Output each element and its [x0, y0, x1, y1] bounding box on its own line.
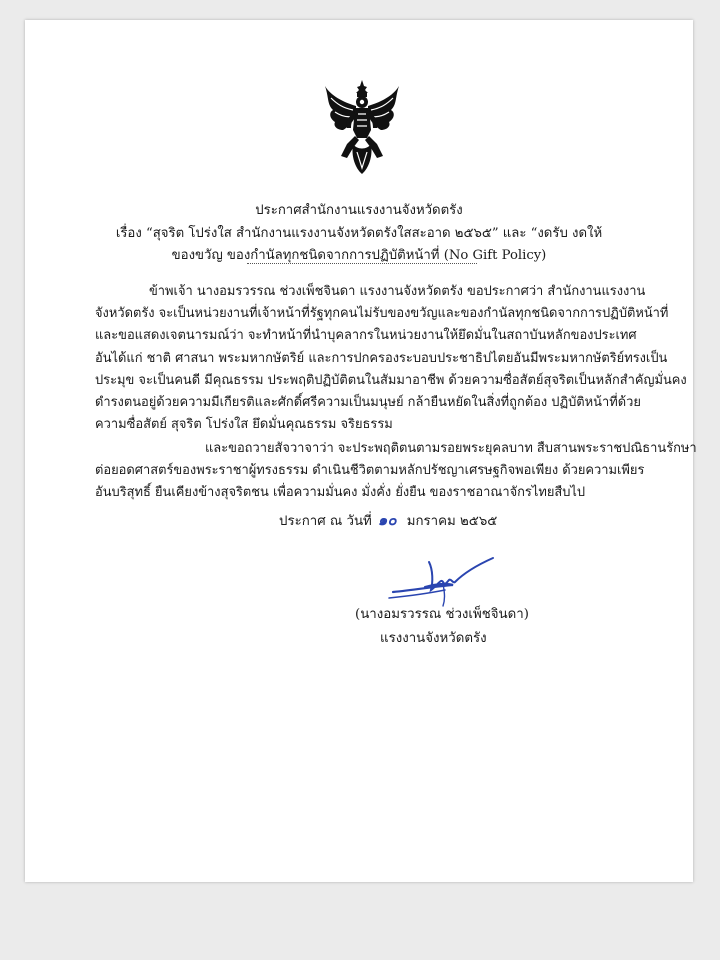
paragraph-line: อันได้แก่ ชาติ ศาสนา พระมหากษัตริย์ และการปกครองระบอบประชาธิปไตยอันมีพระมหากษัตริย์ทรงเป็น	[95, 350, 668, 366]
paragraph-line: ความซื่อสัตย์ สุจริต โปร่งใส ยึดมั่นคุณธรรม จริยธรรม	[95, 417, 393, 433]
announcement-date	[279, 508, 497, 532]
paragraph-line: อันบริสุทธิ์ ยืนเคียงข้างสุจริตชน เพื่อความมั่นคง มั่งคั่ง ยั่งยืน ของราชอาณาจักรไทยสืบไป	[95, 485, 586, 501]
garuda-emblem	[323, 78, 401, 176]
signatory-name: (นางอมรวรรณ ช่วงเพ็ชจินดา)	[355, 607, 529, 622]
paragraph-line: ต่อยอดศาสตร์ของพระราชาผู้ทรงธรรม ดำเนินชีวิตตามหลักปรัชญาเศรษฐกิจพอเพียง ด้วยความเพียร	[95, 463, 645, 479]
dotted-divider	[247, 263, 477, 264]
paragraph-line: ข้าพเจ้า นางอมรวรรณ ช่วงเพ็ชจินดา แรงงานจังหวัดตรัง ขอประกาศว่า สำนักงานแรงงาน	[149, 284, 646, 299]
paragraph-line: และขอแสดงเจตนารมณ์ว่า จะทำหน้าที่นำบุคลากรในหน่วยงานให้ยึดมั่นในสถาบันหลักของประเทศ	[95, 328, 637, 344]
date-prefix: ประกาศ ณ วันที่	[279, 514, 372, 529]
paragraph-2	[25, 438, 697, 505]
paragraph-line: จังหวัดตรัง จะเป็นหน่วยงานที่เจ้าหน้าที่รัฐทุกคนไม่รับของขวัญและของกำนัลทุกชนิดจากการปฏิบัติหน้าที่	[95, 306, 669, 322]
paragraph-line: ดำรงตนอยู่ด้วยความมีเกียรติและศักดิ์ศรีความเป็นมนุษย์ กล้ายืนหยัดในสิ่งที่ถูกต้อง ปฏิบัติหน้าที่ด้วย	[95, 395, 641, 411]
subject-line-2: ของขวัญ ของกำนัลทุกชนิดจากการปฏิบัติหน้าที่ (No Gift Policy)	[171, 248, 547, 263]
paragraph-line: และขอถวายสัจวาจาว่า จะประพฤติตนตามรอยพระยุคลบาท สืบสานพระราชปณิธานรักษา	[205, 441, 697, 456]
paragraph-line: ประมุข จะเป็นคนดี มีคุณธรรม ประพฤติปฏิบัติตนในสัมมาอาชีพ ด้วยความซื่อสัตย์สุจริตเป็นหลักสำคัญมั่นคง	[95, 372, 687, 388]
handwritten-signature	[385, 552, 510, 607]
subject-line-1: เรื่อง “สุจริต โปร่งใส สำนักงานแรงงานจังหวัดตรังใสสะอาด ๒๕๖๕” และ “งดรับ งดให้	[115, 226, 603, 241]
date-month-year: มกราคม ๒๕๖๕	[406, 514, 498, 529]
announcement-title: ประกาศสำนักงานแรงงานจังหวัดตรัง	[255, 203, 463, 218]
document-page	[25, 20, 697, 882]
date-day: ๑๐	[377, 511, 397, 529]
signatory-position: แรงงานจังหวัดตรัง	[380, 631, 487, 646]
paragraph-1	[25, 281, 687, 436]
